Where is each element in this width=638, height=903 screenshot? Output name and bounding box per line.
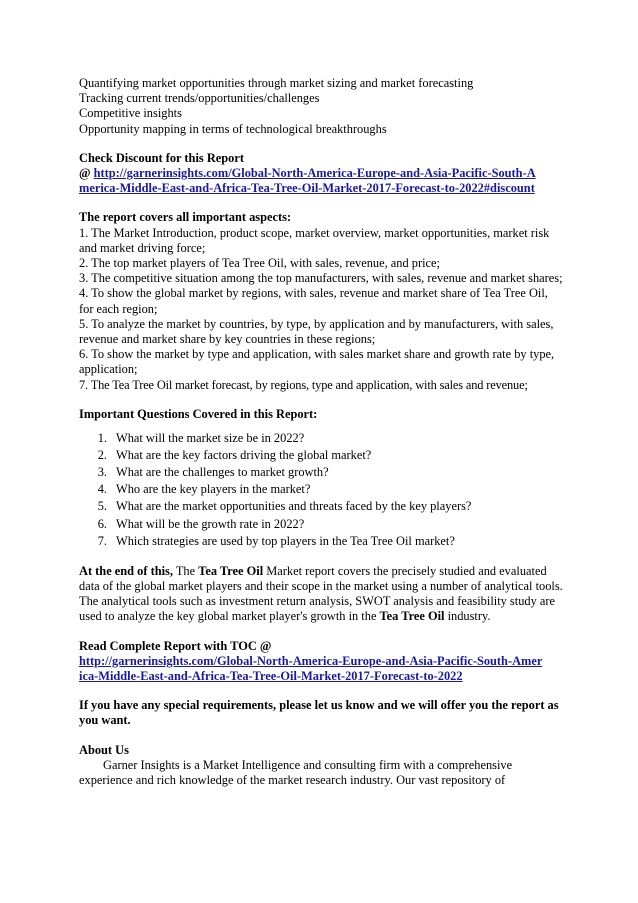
intro-line: Quantifying market opportunities through market sizing and market forecasting (79, 76, 474, 90)
intro-line: Tracking current trends/opportunities/challenges (79, 91, 320, 106)
list-item: 1. What will the market size be in 2022? (97, 431, 305, 446)
aspects-heading: The report covers all important aspects: (79, 210, 292, 225)
intro-line: Competitive insights (79, 106, 182, 121)
discount-link[interactable]: http://garnerinsights.com/Global-North-America-Europe-and-Asia-Pacific-South-A (93, 166, 536, 181)
discount-link-line-1 (79, 166, 563, 181)
list-item: 2. What are the key factors driving the global market? (97, 448, 372, 463)
list-item: 7. Which strategies are used by top players in the Tea Tree Oil market? (97, 533, 455, 548)
aspect-item: 3. The competitive situation among the top manufacturers, with sales, revenue and market shares; (79, 271, 563, 286)
aspects-section (79, 210, 563, 392)
questions-section (79, 407, 563, 550)
discount-prefix: @ (79, 166, 94, 181)
aspect-item: 4. To show the global market by regions, with sales, revenue and market share of Tea Tree Oil, for each region; (79, 286, 548, 316)
document-page (79, 76, 563, 788)
intro-line: Opportunity mapping in terms of technological breakthroughs (79, 121, 387, 136)
discount-section (79, 151, 563, 197)
list-item: 4. Who are the key players in the market? (97, 482, 311, 497)
complete-report-section (79, 639, 563, 685)
complete-report-link-continued[interactable]: ica-Middle-East-and-Africa-Tea-Tree-Oil-Market-2017-Forecast-to-2022 (79, 668, 463, 683)
list-item: 3. What are the challenges to market growth? (97, 465, 329, 480)
about-text: Garner Insights is a Market Intelligence and consulting firm with a comprehensive experience and rich knowledge of the market research industry. Our vast repository of (79, 757, 513, 787)
list-item: 5. What are the market opportunities and threats faced by the key players? (97, 499, 472, 514)
aspect-item: 1. The Market Introduction, product scope, market overview, market opportunities, market risk and market driving force; (79, 225, 550, 255)
discount-heading: Check Discount for this Report (79, 150, 244, 165)
aspect-item: 5. To analyze the market by countries, by type, by application and by manufacturers, with sales, revenue and market share by key countries in these regions; (79, 316, 554, 347)
intro-list (79, 76, 563, 137)
aspect-item: 7. The Tea Tree Oil market forecast, by regions, type and application, with sales and revenue; (79, 377, 528, 392)
special-requirements: If you have any special requirements, please let us know and we will offer you the report as you want. (79, 698, 559, 728)
aspect-item: 2. The top market players of Tea Tree Oil, with sales, revenue, and price; (79, 256, 440, 271)
aspect-item: 6. To show the market by type and application, with sales market share and growth rate by type, application; (79, 347, 555, 377)
complete-report-link[interactable]: http://garnerinsights.com/Global-North-America-Europe-and-Asia-Pacific-South-Amer (79, 653, 543, 668)
conclusion-paragraph: At the end of this, The Tea Tree Oil Market report covers the precisely studied and evaluated data of the global market players and their scope in the market using a number of analytical tools. The analytical tools such as investment return analysis, SWOT analysis and feasibility study are used to analyze the key global market player's growth in the Tea Tree Oil industry. (79, 563, 563, 624)
complete-report-heading: Read Complete Report with TOC @ (79, 638, 272, 653)
about-section (79, 743, 563, 789)
discount-link-continued[interactable]: merica-Middle-East-and-Africa-Tea-Tree-Oil-Market-2017-Forecast-to-2022#discount (79, 181, 535, 196)
questions-heading: Important Questions Covered in this Report: (79, 406, 318, 421)
about-heading: About Us (79, 742, 129, 757)
questions-list (79, 430, 563, 550)
list-item: 6. What will be the growth rate in 2022? (97, 516, 305, 531)
